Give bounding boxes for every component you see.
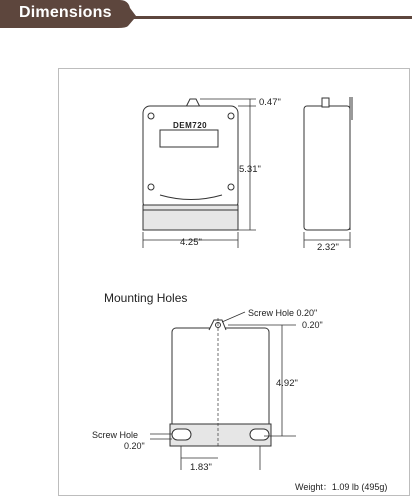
page-title: Dimensions: [19, 4, 112, 21]
height-top-label: 0.47": [259, 97, 281, 108]
horizontal-spacing-label: 1.83": [190, 462, 212, 473]
vertical-spacing-label: 4.92": [276, 378, 298, 389]
mounting-title: Mounting Holes: [104, 291, 188, 305]
screw-hole-bottom-value: 0.20": [124, 441, 145, 451]
front-view-device: [143, 99, 238, 230]
height-label: 5.31": [239, 164, 261, 175]
screw-hole-top-label: Screw Hole 0.20": [248, 308, 318, 318]
width-label: 4.25": [180, 237, 202, 248]
mounting-device: [170, 318, 271, 448]
device-display-label: DEM720: [173, 121, 208, 130]
weight-label: Weight：1.09 lb (495g): [295, 482, 388, 492]
screw-hole-bottom-label: Screw Hole: [92, 430, 139, 440]
depth-label: 2.32": [317, 242, 339, 253]
offset-top-label: 0.20": [302, 320, 323, 330]
side-view-device: [304, 97, 352, 230]
